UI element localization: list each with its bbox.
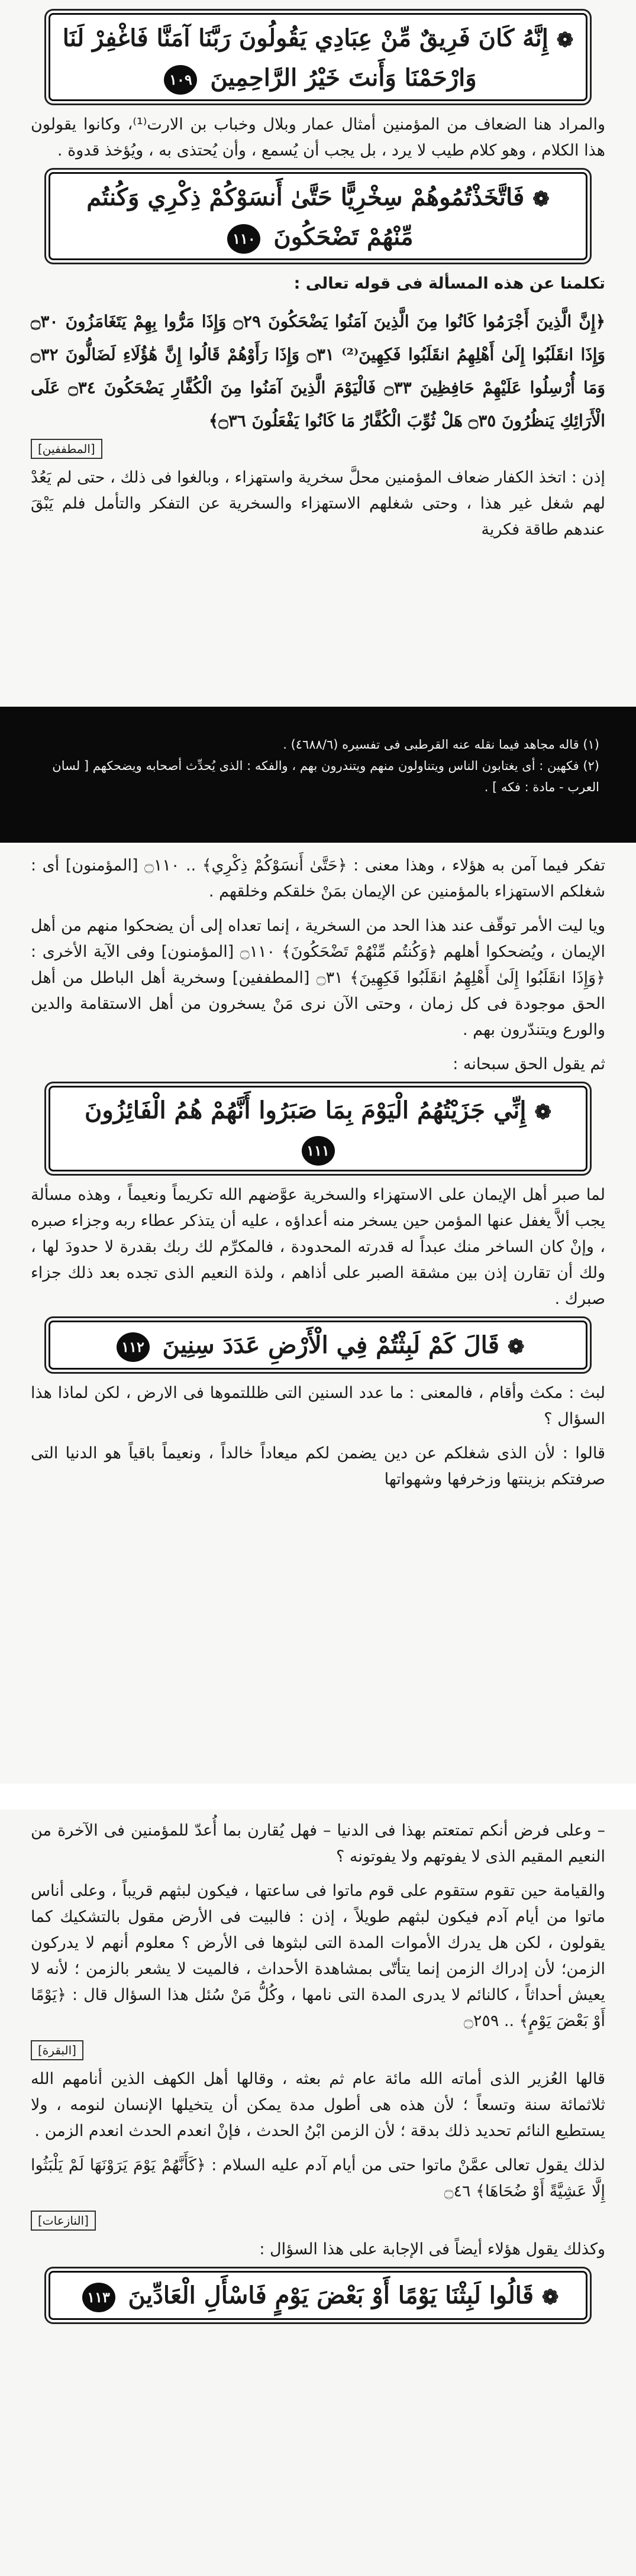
ayah-number-badge: ١١٢ xyxy=(117,1332,150,1362)
paragraph: إذن : اتخذ الكفار ضعاف المؤمنين محلَّ سخرية واستهزاء ، وبالغوا فى ذلك ، حتى لم يَعُدْ لهم شغل غير هذا ، وحتى شغلهم الاستهزاء والسخرية عن التفكر والتأمل فلم يَبْقَ عندهم طاقة فكرية xyxy=(31,468,605,539)
footnote-2: (٢) فكهين : أى يغتابون الناس ويتناولون منهم ويتندرون بهم ، والفكه : الذى يُحدِّث أصحابه ويضحكهم [ لسان العرب - مادة : فكه ] . xyxy=(52,759,599,794)
ornament-icon: ❁ xyxy=(534,1101,551,1124)
paragraph: وكذلك يقول هؤلاء أيضاً فى الإجابة على هذا السؤال : xyxy=(259,2240,605,2258)
ayah-number-badge: ١١٠ xyxy=(227,224,260,254)
sura-reference: [المطففين] xyxy=(31,439,605,459)
paragraph: تكلمنا عن هذه المسألة فى قوله تعالى : xyxy=(293,274,605,293)
verse-banner-109 xyxy=(49,13,587,101)
paragraph: لبث : مكث وأقام ، فالمعنى : ما عدد السنين التى ظللتموها فى الارض ، لكن لماذا هذا السؤال ؟ xyxy=(31,1384,605,1428)
verse-banner-112 xyxy=(49,1321,587,1370)
paragraph: والمراد هنا الضعاف من المؤمنين أمثال عمار وبلال وخباب بن الارت⁽¹⁾، وكانوا يقولون هذا الكلام ، وهو كلام طيب لا يرد ، بل يجب أن يُسمع ، وأن يُحتذى به ، ويُؤخذ قدوة . xyxy=(31,115,606,160)
verse-banner-text: قَالُوا لَبِثْنَا يَوْمًا أَوْ بَعْضَ يَوْمٍ فَاسْأَلِ الْعَادِّينَ xyxy=(128,2281,534,2309)
footnotes xyxy=(0,707,636,843)
ayah-number-badge: ١٠٩ xyxy=(164,65,197,95)
footnote-1: (١) قاله مجاهد فيما نقله عنه القرطبى فى تفسيره (٤٦٨٨/٦) . xyxy=(283,737,599,752)
paragraph: قالوا : لأن الذى شغلكم عن دين يضمن لكم ميعاداً خالداً ، ونعيماً باقياً هو الدنيا التى صرفتكم بزينتها وزخرفها وشهواتها xyxy=(31,1444,605,1488)
ornament-icon: ❁ xyxy=(507,1335,525,1359)
page-section-2 xyxy=(0,844,636,1784)
verse-banner-111 xyxy=(49,1086,587,1172)
paragraph: ويا ليت الأمر توقّف عند هذا الحد من السخرية ، إنما تعداه إلى أن يضحكوا منهم من أهل الإيمان ، ويُضحكوا أهلهم ﴿وَكُنتُم مِّنْهُمْ تَضْحَكُونَ﴾ ۝١١٠ [المؤمنون] وفى الآية الأخرى : ﴿وَإِذَا انقَلَبُوا إِلَىٰ أَهْلِهِمُ انقَلَبُوا فَكِهِينَ﴾ ۝٣١ [المطففين] وسخرية أهل الباطل من أهل الحق موجودة فى كل زمان ، وحتى الآن نرى مَنْ يسخرون من أهل الاستقامة والدين والورع ويتندّرون بهم . xyxy=(31,917,605,1039)
ornament-icon: ❁ xyxy=(532,187,550,211)
paragraph: والقيامة حين تقوم ستقوم على قوم ماتوا فى ساعتها ، فيكون لبثهم قريباً ، وعلى أناس ماتوا من أيام آدم فيكون لبثهم طويلاً ، إذن : فالبيت فى الأرض مقول بالتشكيك كما يقولون ، لكن هل يدرك الأموات المدة التى لبثوها فى الأرض ؟ معلوم أنهم لا يدركون الزمن؛ لأن إدراك الزمن إنما يتأتّى بمشاهدة الأحداث ، فالميت لا يشعر بالزمن ؛ لأنه لا يعيش أحداثاً ، كالنائم لا يدرى المدة التى نامها ، وكُلُّ مَنْ سُئل هذا السؤال قال : ﴿يَوْمًا أَوْ بَعْضَ يَوْمٍ﴾ .. ۝٢٥٩ xyxy=(31,1882,605,2030)
quran-verse-block: ﴿إِنَّ الَّذِينَ أَجْرَمُوا كَانُوا مِنَ الَّذِينَ آمَنُوا يَضْحَكُونَ ۝٢٩ وَإِذَا مَرُّوا بِهِمْ يَتَغَامَزُونَ ۝٣٠ وَإِذَا انقَلَبُوا إِلَىٰ أَهْلِهِمُ انقَلَبُوا فَكِهِينَ⁽²⁾ ۝٣١ وَإِذَا رَأَوْهُمْ قَالُوا إِنَّ هَٰؤُلَاءِ لَضَالُّونَ ۝٣٢ وَمَا أُرْسِلُوا عَلَيْهِمْ حَافِظِينَ ۝٣٣ فَالْيَوْمَ الَّذِينَ آمَنُوا مِنَ الْكُفَّارِ يَضْحَكُونَ ۝٣٤ عَلَى الْأَرَائِكِ يَنظُرُونَ ۝٣٥ هَلْ ثُوِّبَ الْكُفَّارُ مَا كَانُوا يَفْعَلُونَ ۝٣٦﴾ xyxy=(31,312,606,431)
ayah-number-badge: ١١٣ xyxy=(82,2283,115,2312)
sura-reference: [البقرة] xyxy=(31,2040,605,2060)
paragraph: – وعلى فرض أنكم تمتعتم بهذا فى الدنيا – فهل يُقارن بما أُعدّ للمؤمنين فى الآخرة من النعيم المقيم الذى لا يفوتهم ولا يفوتونه ؟ xyxy=(31,1821,605,1866)
ayah-number-badge: ١١١ xyxy=(302,1136,335,1166)
page-section-3 xyxy=(0,1810,636,2576)
verse-banner-110 xyxy=(49,172,587,260)
sura-reference: [النازعات] xyxy=(31,2211,605,2231)
verse-banner-text: إِنِّي جَزَيْتُهُمُ الْيَوْمَ بِمَا صَبَرُوا أَنَّهُمْ هُمُ الْفَائِزُونَ xyxy=(85,1096,527,1124)
paragraph: تفكر فيما آمن به هؤلاء ، وهذا معنى : ﴿حَتَّىٰ أَنسَوْكُمْ ذِكْرِي﴾ .. ۝١١٠ [المؤمنون] أى : شغلكم الاستهزاء بالمؤمنين عن الإيمان بمَنْ خلقكم وخلقهم . xyxy=(31,856,605,901)
paragraph: ثم يقول الحق سبحانه : xyxy=(453,1055,605,1073)
paragraph: قالها العُزير الذى أماته الله مائة عام ثم بعثه ، وقالها أهل الكهف الذين أنامهم الله ثلاثمائة سنة وتسعاً ؛ لأن هذه هى أطول مدة يمكن أن يتخيلها الإنسان لنومه ، ولا يستطيع النائم تحديد ذلك بدقة ؛ لأن الزمن ابْنُ الحدث ، فإنْ انعدم الحدث انعدم الزمن . xyxy=(31,2070,605,2140)
ornament-icon: ❁ xyxy=(556,28,574,52)
page-section-1 xyxy=(0,0,636,801)
verse-banner-text: قَالَ كَمْ لَبِثْتُمْ فِي الْأَرْضِ عَدَدَ سِنِينَ xyxy=(162,1331,499,1359)
verse-banner-text: فَاتَّخَذْتُمُوهُمْ سِخْرِيًّا حَتَّىٰ أَنسَوْكُمْ ذِكْرِي وَكُنتُم مِّنْهُمْ تَضْحَكُونَ xyxy=(86,183,525,251)
verse-banner-113 xyxy=(49,2271,587,2320)
paragraph: لما صبر أهل الإيمان على الاستهزاء والسخرية عوَّضهم الله تكريماً ونعيماً ، وهذه مسألة يجب ألاَّ يغفل عنها المؤمن حين يسخر منه أعداؤه ، عليه أن يتذكر عطاء ربه وجزاء صبره ، وإنْ كان الساخر منك عبداً له قدرته المحدودة ، فالمكرِّم لك ربك بقدرة لا حدودَ لها ، ولك أن تقارن إذن بين مشقة الصبر على أذاهم ، ولذة النعيم الذى تجده بعد ذلك جزاء صبرك . xyxy=(31,1186,605,1308)
paragraph: لذلك يقول تعالى عمَّنْ ماتوا حتى من أيام آدم عليه السلام : ﴿كَأَنَّهُمْ يَوْمَ يَرَوْنَهَا لَمْ يَلْبَثُوا إِلَّا عَشِيَّةً أَوْ ضُحَاهَا﴾ ۝٤٦ xyxy=(31,2156,605,2200)
ornament-icon: ❁ xyxy=(541,2286,559,2309)
verse-banner-text: إِنَّهُ كَانَ فَرِيقٌ مِّنْ عِبَادِي يَقُولُونَ رَبَّنَا آمَنَّا فَاغْفِرْ لَنَا وَارْحَمْنَا وَأَنتَ خَيْرُ الرَّاحِمِينَ xyxy=(62,24,548,92)
